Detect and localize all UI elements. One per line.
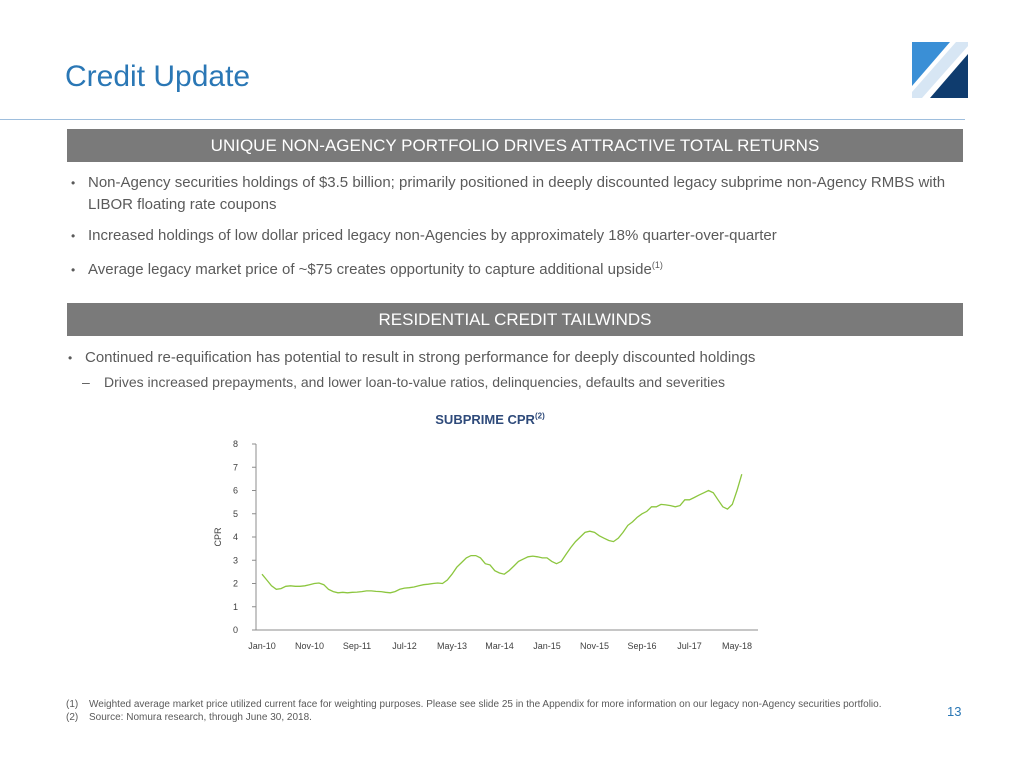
x-tick-label: Mar-14 [485,641,514,651]
chart-title-text: SUBPRIME CPR [435,412,535,427]
chart-title-footnote-ref: (2) [534,411,545,421]
bullet-text: Increased holdings of low dollar priced legacy non-Agencies by approximately 18% quarter-over-quarter [88,227,777,244]
sub-bullet-text: Drives increased prepayments, and lower loan-to-value ratios, delinquencies, defaults and severities [104,374,725,390]
section-banner-residential: RESIDENTIAL CREDIT TAILWINDS [67,303,963,336]
y-tick-label: 6 [232,485,238,496]
bullet-text: Average legacy market price of ~$75 creates opportunity to capture additional upside [88,261,652,278]
y-tick-label: 8 [232,439,238,449]
footnote-2 [66,711,946,724]
x-tick-label: Jan-10 [248,641,276,651]
x-tick-label: Sep-16 [627,641,657,651]
y-tick-label: 0 [232,625,238,635]
bullet-dot: • [68,351,73,365]
footnote-text: Weighted average market price utilized current face for weighting purposes. Please see slide 25 in the Appendix for more information on our legacy non-Agency securities portfolio. [89,699,882,710]
footnote-1 [66,698,946,711]
footnote-number: (1) [66,699,79,710]
page-title: Credit Update [65,60,251,93]
section-banner-portfolio: UNIQUE NON-AGENCY PORTFOLIO DRIVES ATTRACTIVE TOTAL RETURNS [67,129,963,162]
bullet-dot: • [71,176,76,190]
x-tick-label: May-18 [721,641,753,651]
bullet-dot: • [71,263,76,277]
x-tick-label: Jul-17 [677,641,702,651]
y-tick-label: 1 [232,601,238,612]
x-tick-label: Jan-15 [533,641,561,651]
x-tick-label: Jul-12 [392,641,417,651]
footnote-ref: (1) [651,260,663,270]
bullet-text: Continued re-equification has potential to result in strong performance for deeply discounted holdings [85,349,756,366]
bullet-dot: • [71,229,76,243]
series-line-subprime-cpr [262,474,742,593]
footnotes [66,698,946,724]
bullet-text: Non-Agency securities holdings of $3.5 billion; primarily positioned in deeply discounted legacy subprime non-Agency RMBS with LIBOR floating rate coupons [88,174,946,213]
y-tick-label: 4 [232,532,238,542]
x-tick-label: Nov-10 [294,641,325,651]
x-tick-label: May-13 [436,641,468,651]
y-tick-label: 3 [232,555,238,566]
x-tick-label: Sep-11 [342,641,372,651]
y-axis-label: CPR [213,527,223,547]
y-tick-label: 5 [232,508,238,519]
x-tick-label: Nov-15 [579,641,610,651]
sub-bullet-dash: – [82,374,90,390]
page-number: 13 [947,704,962,719]
footnote-number: (2) [66,712,79,723]
y-tick-label: 2 [232,578,238,589]
footnote-text: Source: Nomura research, through June 30, 2018. [89,712,312,723]
y-tick-label: 7 [232,462,238,473]
